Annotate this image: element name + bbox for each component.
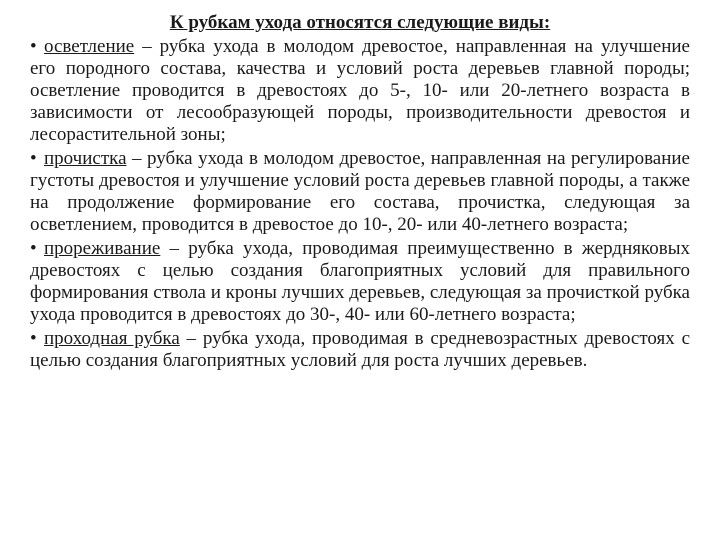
bullet-icon: •	[30, 36, 37, 57]
definition-prorezhivanie: – рубка ухода, проводимая преимущественно в жердняковых древостоях с целью создания благоприятных условий для правильного формирования ствола и кроны лучших деревьев, следующая за прочисткой рубка ухода проводится в древостоях до 30-, 40- или 60-летнего возраста;	[30, 238, 690, 325]
bullet-icon: •	[30, 328, 37, 349]
list-item-prokhodnaya-rubka	[30, 328, 690, 372]
term-prokhodnaya-rubka: проходная рубка	[44, 328, 180, 349]
definition-osvetlenie: – рубка ухода в молодом древостое, направленная на улучшение его породного состава, качества и условий роста деревьев главной породы; осветление проводится в древостоях до 5-, 10- или 20-летнего возраста в зависимости от лесообразующей породы, производительности древостоя и лесорастительной зоны;	[30, 36, 690, 145]
list-item-prochistka	[30, 148, 690, 236]
bullet-icon: •	[30, 238, 37, 259]
page-title: К рубкам ухода относятся следующие виды:	[169, 12, 551, 33]
term-osvetlenie: осветление	[44, 36, 135, 57]
definition-prokhodnaya-rubka: – рубка ухода, проводимая в средневозрастных древостоях с целью создания благоприятных условий для роста лучших деревьев.	[30, 328, 691, 371]
term-prorezhivanie: прореживание	[44, 238, 161, 259]
list-item-osvetlenie	[30, 36, 690, 146]
bullet-icon: •	[30, 148, 37, 169]
term-prochistka: прочистка	[44, 148, 127, 169]
definition-prochistka: – рубка ухода в молодом древостое, направленная на регулирование густоты древостоя и улучшение условий роста деревьев главной породы, а также на продолжение формирование его состава, прочистка, следующая за осветлением, проводится в древостое до 10-, 20- или 40-летнего возраста;	[30, 148, 690, 235]
list-item-prorezhivanie	[30, 238, 690, 326]
